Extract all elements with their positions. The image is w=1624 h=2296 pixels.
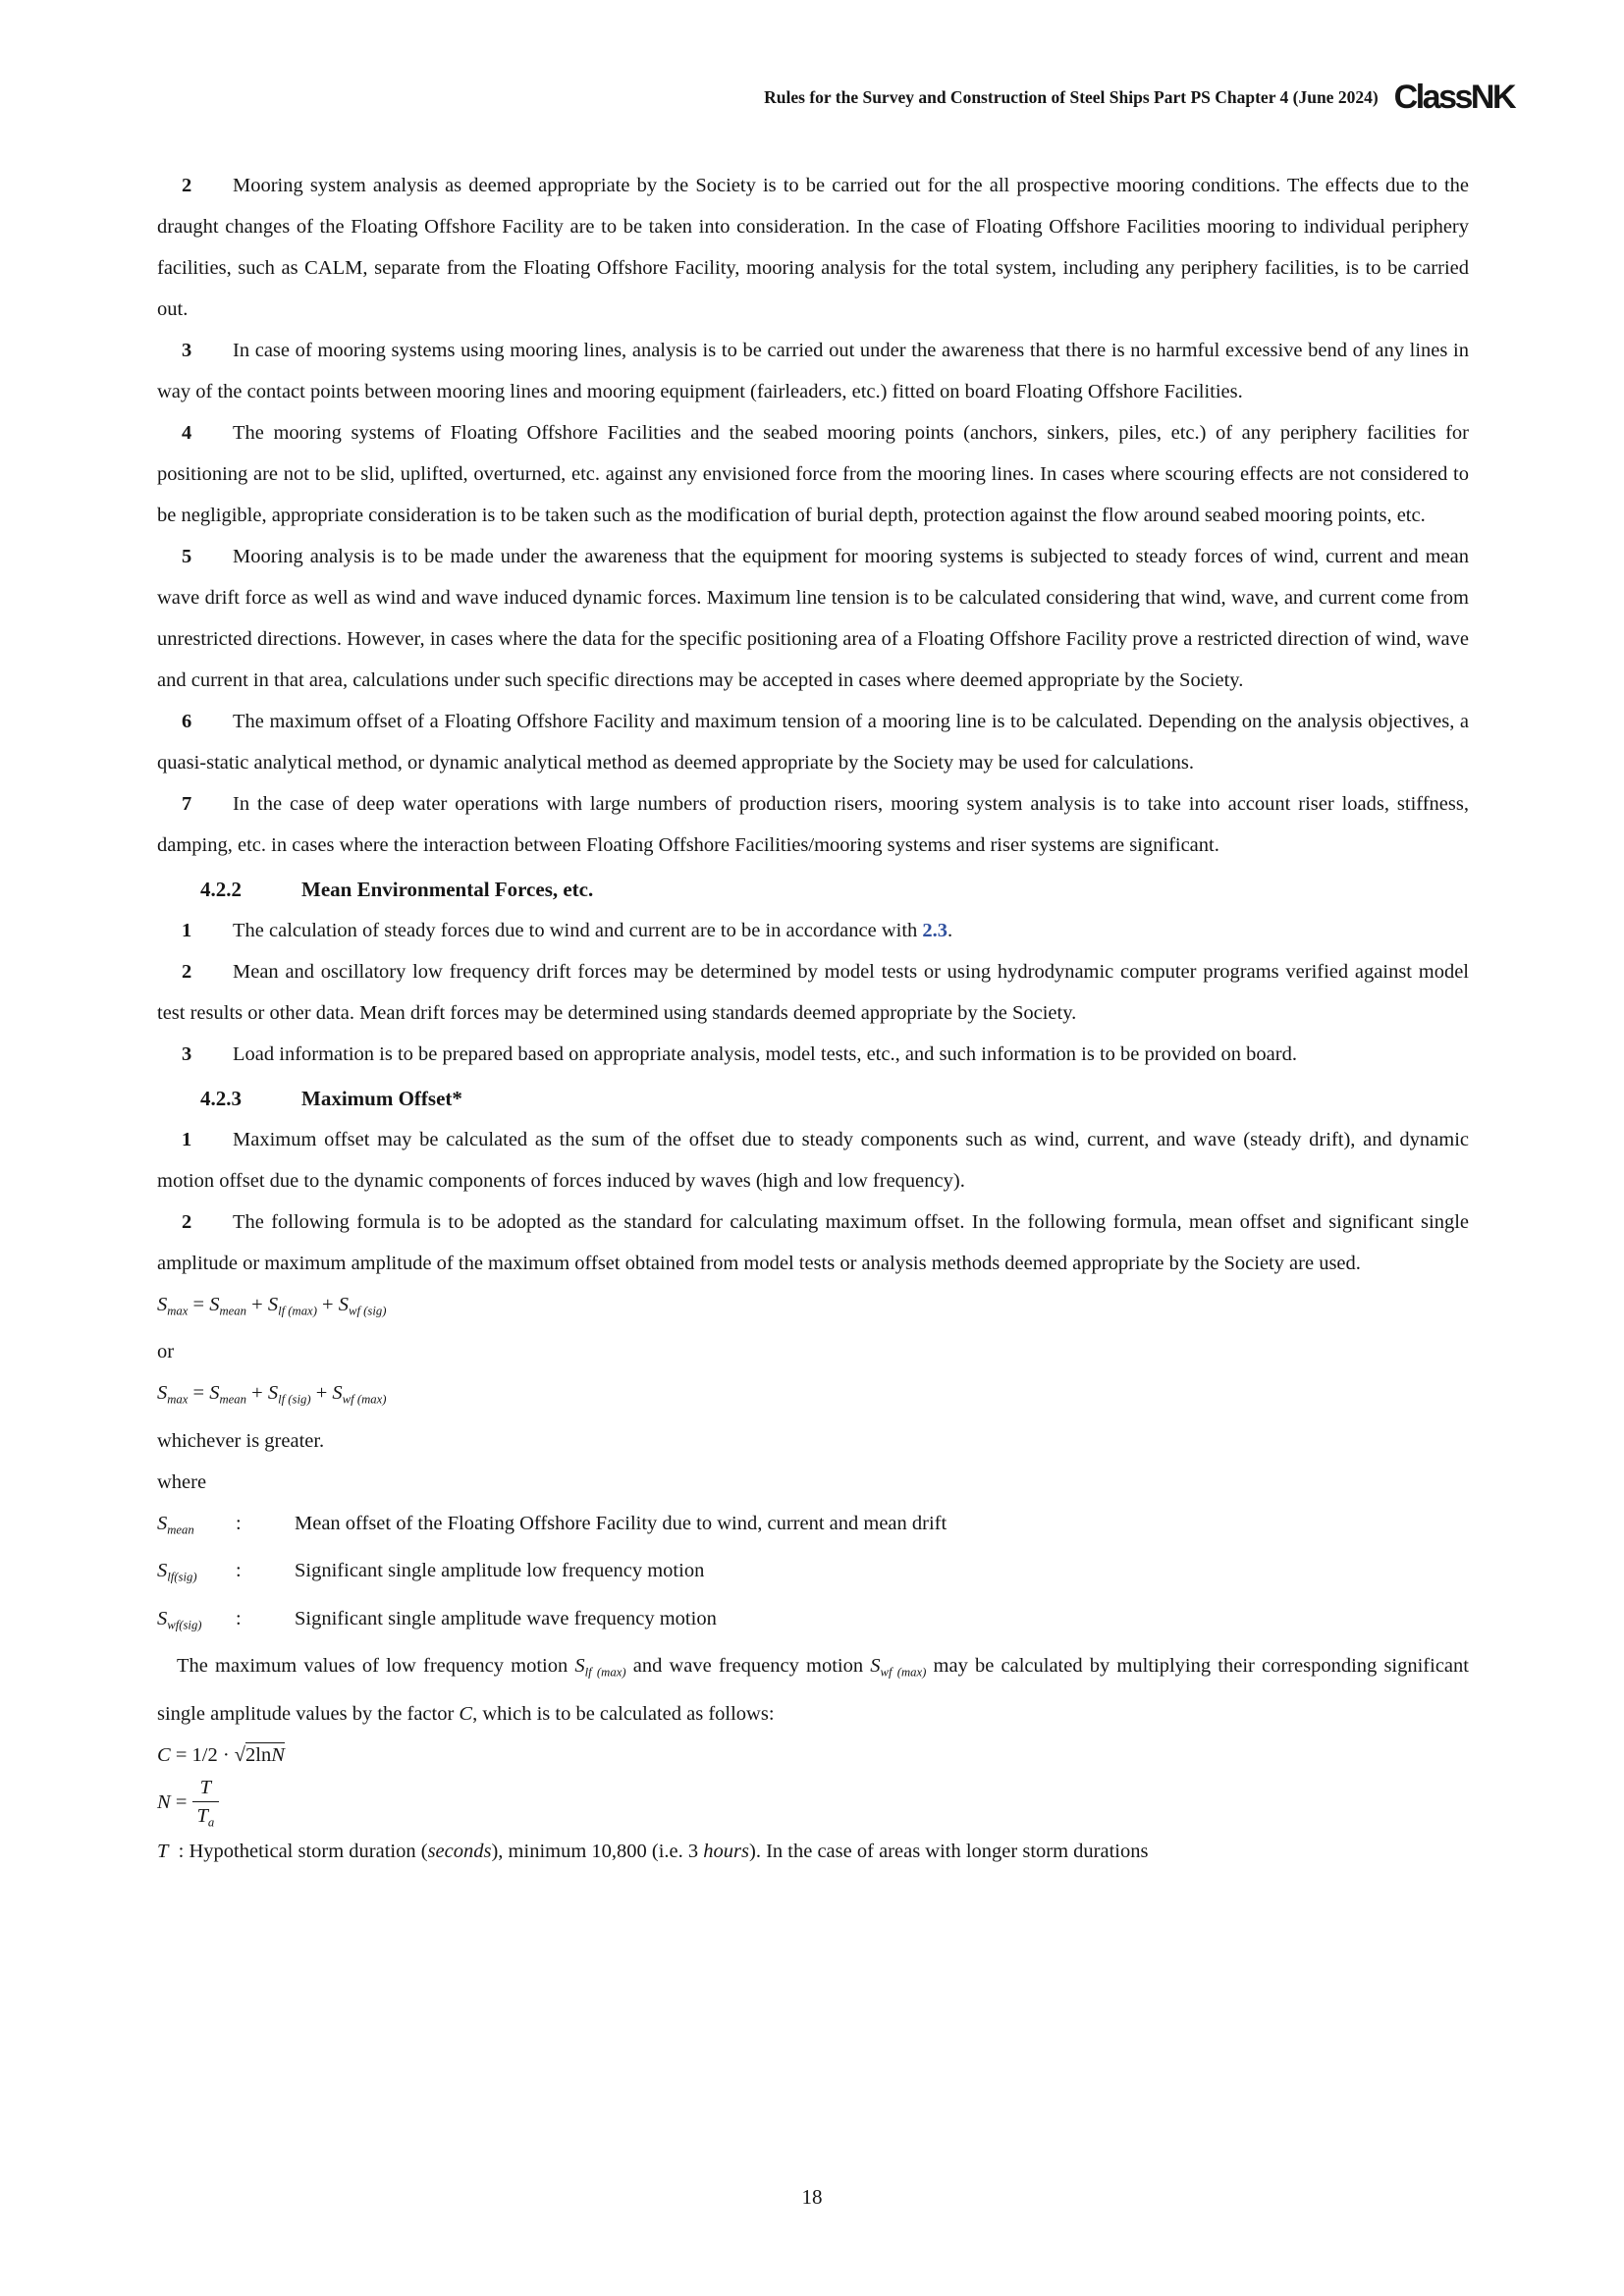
- paragraph-number: 2: [182, 961, 192, 983]
- definition-text: Mean offset of the Floating Offshore Facility due to wind, current and mean drift: [295, 1512, 947, 1534]
- fraction-numerator: T: [192, 1776, 220, 1803]
- paragraph-number: 1: [182, 920, 192, 941]
- paragraph-text: Maximum offset may be calculated as the sum of the offset due to steady components such as wind, current, and wave (steady drift), and dynamic motion offset due to the dynamic components of forces induced by waves (high and low frequency).: [157, 1129, 1469, 1192]
- section-number: 4.2.3: [200, 1087, 242, 1110]
- definition-term: $S_{wf(sig)}$: [157, 1607, 202, 1632]
- numbered-paragraph-7: [157, 783, 1469, 866]
- fraction: [192, 1776, 220, 1831]
- paragraph-text: The calculation of steady forces due to wind and current are to be in accordance with: [233, 920, 923, 941]
- definition-term: $S_{mean}$: [157, 1512, 194, 1537]
- page-number: 18: [801, 2185, 823, 2209]
- section-heading-422: [157, 869, 1469, 910]
- t-definition: T : Hypothetical storm duration (seconds), minimum 10,800 (i.e. 3 hours). In the case of areas with longer storm durations: [157, 1840, 1149, 1862]
- where-label: where: [157, 1470, 207, 1493]
- cross-reference-link-2-3[interactable]: 2.3: [922, 920, 948, 941]
- paragraph-number: 7: [182, 793, 192, 815]
- fraction-denominator: $T_a$: [196, 1805, 215, 1830]
- definition-row-smean: [157, 1503, 1469, 1550]
- definition-colon: :: [236, 1607, 242, 1629]
- formula-n: [157, 1776, 1469, 1831]
- numbered-paragraph-422-3: [157, 1034, 1469, 1075]
- or-label: or: [157, 1341, 175, 1363]
- paragraph-number: 6: [182, 711, 192, 732]
- section-title: Maximum Offset*: [301, 1087, 462, 1110]
- paragraph-number: 1: [182, 1129, 192, 1150]
- formula-c: C = 1/2 · √2lnN: [157, 1743, 285, 1766]
- numbered-paragraph-423-2: [157, 1201, 1469, 1284]
- section-heading-423: [157, 1078, 1469, 1119]
- paragraph-number: 2: [182, 1211, 192, 1233]
- paragraph-number: 2: [182, 175, 192, 196]
- formula-smax-1: $S_{max} = S_{mean} + S_{lf (max)} + S_{wf (sig)}$: [157, 1294, 387, 1318]
- section-title: Mean Environmental Forces, etc.: [301, 878, 594, 901]
- document-body: [157, 165, 1469, 1872]
- section-number: 4.2.2: [200, 878, 242, 901]
- definition-text: Significant single amplitude wave frequency motion: [295, 1607, 717, 1629]
- definition-text: Significant single amplitude low frequency motion: [295, 1560, 705, 1582]
- paragraph-number: 3: [182, 340, 192, 361]
- paragraph-text: Mean and oscillatory low frequency drift forces may be determined by model tests or using hydrodynamic computer programs verified against model test results or other data. Mean drift forces may be determined using standards deemed appropriate by the Society.: [157, 961, 1469, 1024]
- page-header: [764, 80, 1514, 114]
- paragraph-text: The maximum offset of a Floating Offshore Facility and maximum tension of a mooring line is to be calculated. Depending on the analysis objectives, a quasi-static analytical method, or dynamic analytical method as deemed appropriate by the Society may be used for calculations.: [157, 711, 1469, 774]
- definition-term: $S_{lf(sig)}$: [157, 1560, 197, 1584]
- definition-colon: :: [236, 1560, 242, 1582]
- formula-n-lhs: N =: [157, 1790, 192, 1813]
- paragraph-number: 4: [182, 422, 192, 444]
- page-footer: [0, 2185, 1624, 2210]
- numbered-paragraph-3: [157, 330, 1469, 412]
- header-title: Rules for the Survey and Construction of Steel Ships Part PS Chapter 4 (June 2024): [764, 86, 1379, 107]
- whichever-label: whichever is greater.: [157, 1429, 325, 1452]
- formula-smax-2: $S_{max} = S_{mean} + S_{lf (sig)} + S_{wf (max)}$: [157, 1382, 387, 1407]
- definition-row-swf: [157, 1598, 1469, 1645]
- numbered-paragraph-6: [157, 701, 1469, 783]
- definition-row-slf: [157, 1550, 1469, 1597]
- paragraph-text: .: [947, 920, 953, 941]
- numbered-paragraph-422-2: [157, 951, 1469, 1034]
- numbered-paragraph-422-1: [157, 910, 1469, 951]
- definition-colon: :: [236, 1512, 242, 1534]
- numbered-paragraph-423-1: [157, 1119, 1469, 1201]
- paragraph-text: Load information is to be prepared based on appropriate analysis, model tests, etc., and such information is to be provided on board.: [233, 1043, 1297, 1065]
- classnk-logo: ClassNK: [1393, 79, 1514, 116]
- paragraph-text: The mooring systems of Floating Offshore Facilities and the seabed mooring points (anchors, sinkers, piles, etc.) of any periphery facilities for positioning are not to be slid, uplifted, overturned, etc. against any envisioned force from the mooring lines. In cases where scouring effects are not considered to be negligible, appropriate consideration is to be taken such as the modification of burial depth, protection against the flow around seabed mooring points, etc.: [157, 422, 1469, 526]
- paragraph-text: In the case of deep water operations with large numbers of production risers, mooring system analysis is to take into account riser loads, stiffness, damping, etc. in cases where the interaction between Floating Offshore Facilities/mooring systems and riser systems are significant.: [157, 793, 1469, 856]
- paragraph-number: 5: [182, 546, 192, 567]
- numbered-paragraph-2: [157, 165, 1469, 330]
- paragraph-text: In case of mooring systems using mooring lines, analysis is to be carried out under the awareness that there is no harmful excessive bend of any lines in way of the contact points between mooring lines and mooring equipment (fairleaders, etc.) fitted on board Floating Offshore Facilities.: [157, 340, 1469, 402]
- paragraph-text: The following formula is to be adopted as the standard for calculating maximum offset. In the following formula, mean offset and significant single amplitude or maximum amplitude of the maximum offset obtained from model tests or analysis methods deemed appropriate by the Society are used.: [157, 1211, 1469, 1274]
- paragraph-text: Mooring system analysis as deemed appropriate by the Society is to be carried out for the all prospective mooring conditions. The effects due to the draught changes of the Floating Offshore Facility are to be taken into consideration. In the case of Floating Offshore Facilities mooring to individual periphery facilities, such as CALM, separate from the Floating Offshore Facility, mooring analysis for the total system, including any periphery facilities, is to be carried out.: [157, 175, 1469, 320]
- paragraph-number: 3: [182, 1043, 192, 1065]
- numbered-paragraph-5: [157, 536, 1469, 701]
- paragraph-text: Mooring analysis is to be made under the awareness that the equipment for mooring systems is subjected to steady forces of wind, current and mean wave drift force as well as wind and wave induced dynamic forces. Maximum line tension is to be calculated considering that wind, wave, and current come from unrestricted directions. However, in cases where the data for the specific positioning area of a Floating Offshore Facility prove a restricted direction of wind, wave and current in that area, calculations under such specific directions may be accepted in cases where deemed appropriate by the Society.: [157, 546, 1469, 691]
- numbered-paragraph-4: [157, 412, 1469, 536]
- max-values-paragraph: The maximum values of low frequency motion $S_{lf (max)}$ and wave frequency motion $S_{wf (max)}$ may be calculated by multiplying their corresponding significant single amplitude values by the factor C, which is to be calculated as follows:: [157, 1655, 1469, 1725]
